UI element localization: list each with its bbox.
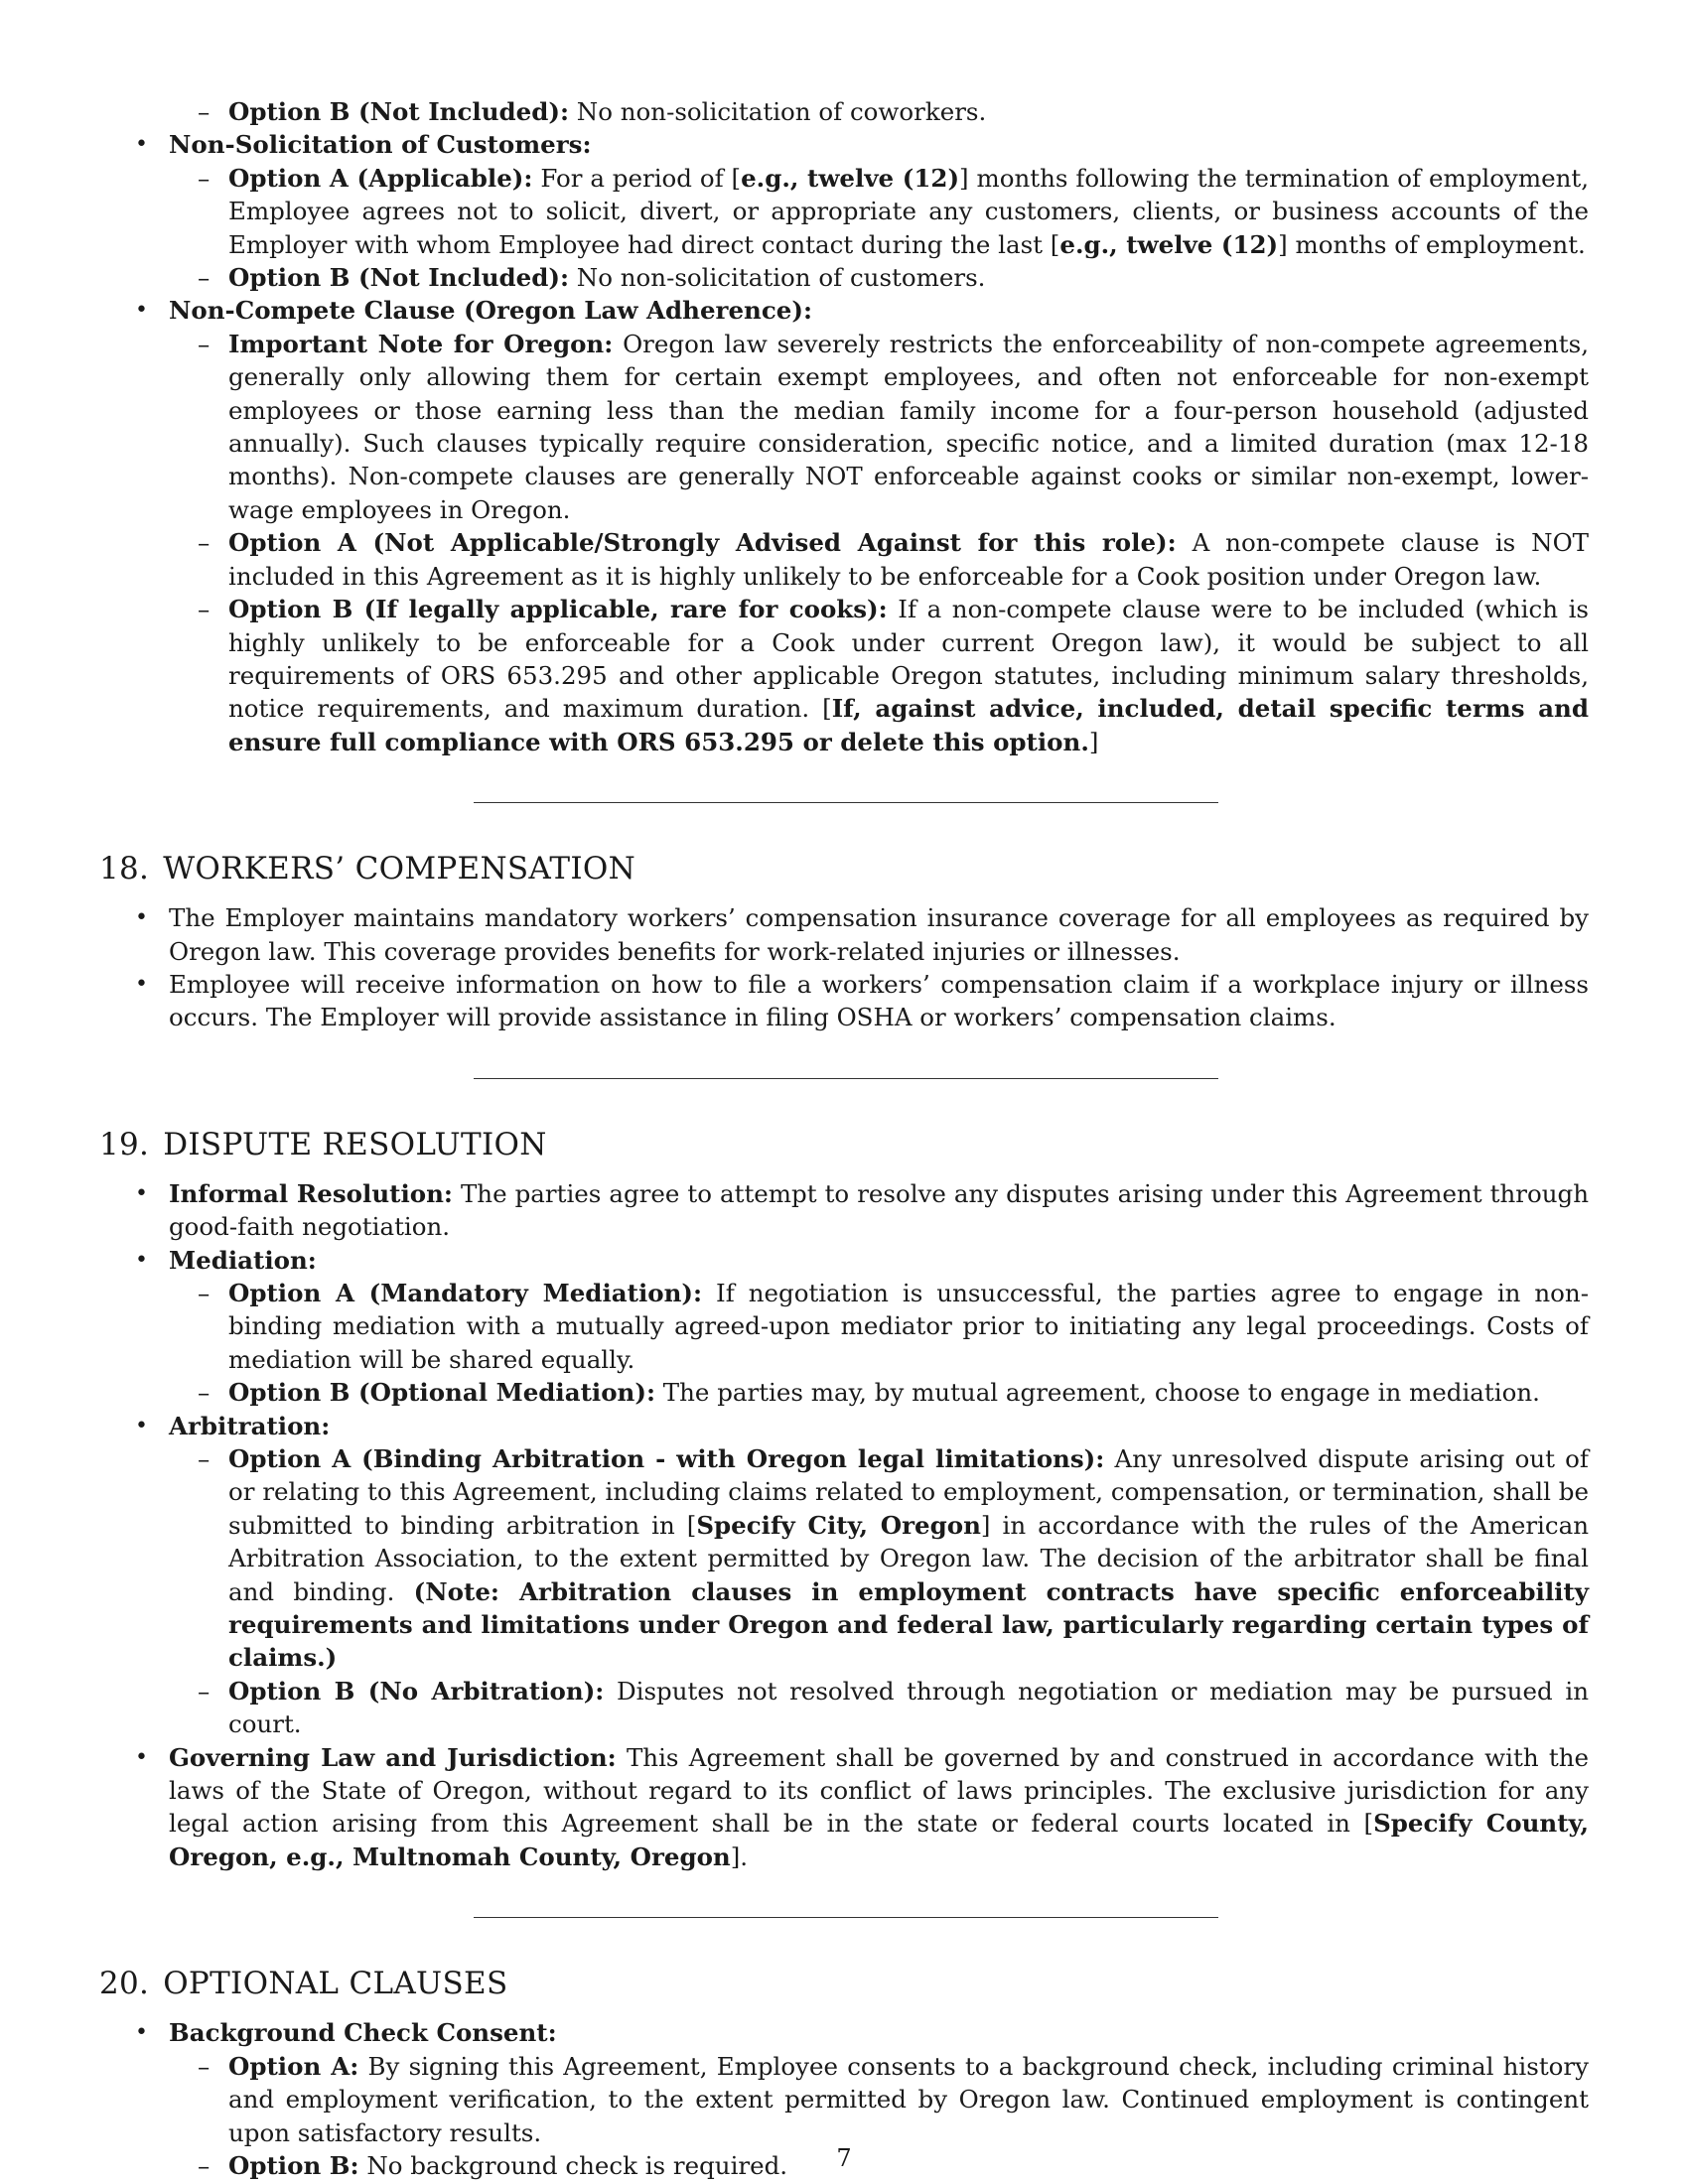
section-title: OPTIONAL CLAUSES (163, 1966, 508, 2002)
arbitration-options (169, 1442, 1589, 1741)
nonsolicit-customers-item (99, 128, 1589, 294)
option-label: Option B (If legally applicable, rare for cooks): (228, 595, 888, 624)
option-text: By signing this Agreement, Employee consents to a background check, including criminal history and employment verification, to the extent permitted by Oregon law. Continued employment is contingent upon satisfactory results. (228, 2051, 1589, 2147)
option-text: ] months following the termination of employment, Employee agrees not to solicit, divert, or appropriate any customers, clients, or business accounts of the Employer with whom Employee had direct contact during the last [ (228, 163, 1589, 259)
option-text: ] months of employment. (1278, 229, 1586, 259)
placeholder-text: Specify City, Oregon (696, 1510, 981, 1540)
governing-law-item (99, 1741, 1589, 1874)
placeholder-text: e.g., twelve (12) (1059, 229, 1279, 259)
option-text: Any unresolved dispute arising out of or relating to this Agreement, including claims related to employment, compensation, or termination, shall be submitted to binding arbitration in [ (228, 1444, 1589, 1540)
option-label: Option A (Binding Arbitration - with Oregon legal limitations): (228, 1444, 1105, 1473)
mediation-options (169, 1277, 1589, 1410)
option-text: No non-solicitation of coworkers. (569, 97, 987, 126)
noncompete-options (169, 328, 1589, 758)
restrictive-covenants-list (99, 128, 1589, 758)
arbitration-option-b (169, 1675, 1589, 1741)
mediation-item (99, 1244, 1589, 1410)
item-text: This Agreement shall be governed by and construed in accordance with the laws of the State of Oregon, without regard to its conflict of laws principles. The exclusive jurisdiction for any legal action arising from this Agreement shall be in the state or federal courts located in [ (169, 1742, 1590, 1839)
option-text: No background check is required. (358, 2150, 788, 2180)
option-label: Option B (Not Included): (228, 263, 569, 293)
page-number: 7 (836, 2144, 852, 2172)
noncompete-item (99, 294, 1589, 758)
noncompete-option-b (169, 593, 1589, 758)
option-text: Oregon law severely restricts the enforceability of non-compete agreements, generally only allowing them for certain exempt employees, and often not enforceable for non-exempt employees or those earning less than the median family income for a four-person household (adjusted annually). Such clauses typically require consideration, specific notice, and a limited duration (max 12-18 months). Non-compete clauses are generally NOT enforceable against cooks or similar non-exempt, lower-wage employees in Oregon. (228, 329, 1589, 524)
item-title: Arbitration: (169, 1411, 331, 1440)
mediation-option-a (169, 1277, 1589, 1376)
section-18-list (99, 901, 1589, 1034)
arbitration-note: (Note: Arbitration clauses in employment contracts have specific enforceability requirements and limitations under Oregon and federal law, particularly regarding certain types of claims.) (228, 1576, 1589, 1673)
option-label: Option B (No Arbitration): (228, 1676, 605, 1706)
nonsolicit-customers-option-b (169, 261, 1589, 294)
item-text: The parties agree to attempt to resolve any disputes arising under this Agreement through good-faith negotiation. (169, 1178, 1589, 1242)
option-label: Option B (Optional Mediation): (228, 1378, 656, 1408)
background-check-option-a (169, 2050, 1589, 2149)
option-text: The parties may, by mutual agreement, choose to engage in mediation. (655, 1378, 1540, 1408)
section-title: DISPUTE RESOLUTION (163, 1126, 547, 1162)
placeholder-text: If, against advice, included, detail specific terms and ensure full compliance with ORS 653.295 or delete this option. (228, 694, 1589, 756)
list-item: • The Employer maintains mandatory workers’ compensation insurance coverage for all employees as required by Oregon law. This coverage provides benefits for work-related injuries or illnesses. (99, 901, 1589, 968)
section-heading-19 (99, 1125, 1589, 1164)
option-label: Option B (Not Included): (228, 97, 569, 126)
mediation-option-b (169, 1376, 1589, 1409)
option-label: Option A (Mandatory Mediation): (228, 1278, 703, 1307)
option-text: If negotiation is unsuccessful, the parties agree to engage in non-binding mediation with a mutually agreed-upon mediator prior to initiating any legal proceedings. Costs of mediation will be shared equally. (228, 1278, 1589, 1374)
coworker-options-list (169, 95, 1589, 128)
document-page (99, 95, 1589, 2182)
item-text: ]. (730, 1842, 749, 1871)
option-label: Option A (Applicable): (228, 163, 533, 193)
section-divider (474, 1917, 1218, 1918)
option-text: ] in accordance with the rules of the American Arbitration Association, to the extent permitted by Oregon law. The decision of the arbitrator shall be final and binding. (228, 1510, 1589, 1606)
section-divider (474, 802, 1218, 803)
nonsolicit-customers-option-a (169, 162, 1589, 261)
item-title: Background Check Consent: (169, 2018, 557, 2048)
coworker-option-b (169, 95, 1589, 128)
section-title: WORKERS’ COMPENSATION (163, 851, 636, 887)
arbitration-option-a (169, 1442, 1589, 1675)
section-19-list (99, 1177, 1589, 1874)
item-title: Non-Compete Clause (Oregon Law Adherence): (169, 296, 812, 326)
option-label: Important Note for Oregon: (228, 329, 614, 358)
section-heading-20 (99, 1964, 1589, 2003)
item-title: Informal Resolution: (169, 1178, 453, 1208)
option-label: Option A: (228, 2051, 359, 2081)
option-text: For a period of [ (532, 163, 742, 193)
section-number: 20. (99, 1966, 150, 2002)
noncompete-option-a (169, 526, 1589, 593)
option-text: A non-compete clause is NOT included in this Agreement as it is highly unlikely to be enforceable for a Cook position under Oregon law. (228, 528, 1589, 591)
arbitration-item (99, 1410, 1589, 1741)
option-text: No non-solicitation of customers. (569, 263, 986, 293)
option-label: Option A (Not Applicable/Strongly Advised Against for this role): (228, 528, 1177, 558)
section-heading-18 (99, 849, 1589, 888)
section-divider (474, 1078, 1218, 1079)
option-text: ] (1088, 727, 1099, 756)
item-title: Mediation: (169, 1245, 317, 1275)
option-label: Option B: (228, 2150, 359, 2180)
placeholder-text: Specify County, Oregon, e.g., Multnomah County, Oregon (169, 1809, 1589, 1871)
placeholder-text: e.g., twelve (12) (741, 163, 960, 193)
option-text: If a non-compete clause were to be included (which is highly unlikely to be enforceable for a Cook under current Oregon law), it would be subject to all requirements of ORS 653.295 and other applicable Oregon statutes, including minimum salary thresholds, notice requirements, and maximum duration. [ (228, 595, 1589, 724)
section-number: 19. (99, 1126, 150, 1162)
list-item: • Employee will receive information on how to file a workers’ compensation claim if a workplace injury or illness occurs. The Employer will provide assistance in filing OSHA or workers’ compensation claims. (99, 968, 1589, 1034)
item-title: Non-Solicitation of Customers: (169, 130, 592, 160)
option-text: Disputes not resolved through negotiation or mediation may be pursued in court. (228, 1676, 1589, 1739)
informal-resolution-item (99, 1177, 1589, 1244)
section-number: 18. (99, 851, 150, 887)
item-title: Governing Law and Jurisdiction: (169, 1742, 617, 1772)
noncompete-note (169, 328, 1589, 526)
nonsolicit-customers-options (169, 162, 1589, 295)
